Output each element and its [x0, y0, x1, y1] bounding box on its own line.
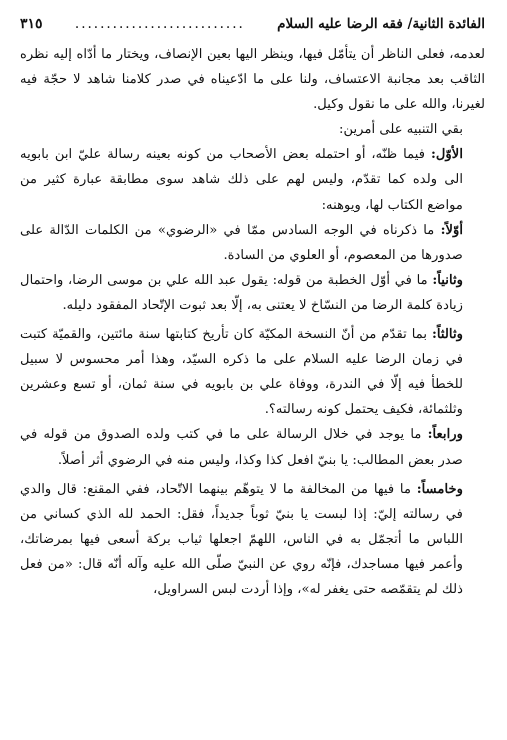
paragraph [20, 268, 485, 318]
paragraph-lead: الأوّل: [430, 147, 463, 163]
paragraph-text: بقي التنبيه على أمرين: [339, 122, 463, 138]
paragraph-text: ما في أوّل الخطبة من قوله: يقول عبد الله علي بن موسى الرضا، واحتمال زيادة كلمة الرضا من النسّاخ لا يعتنى به، إلّا بعد ثبوت الإتّحاد المفقود دليله. [20, 272, 463, 313]
paragraph [20, 477, 485, 602]
body-text [20, 42, 485, 602]
paragraph-text: ما يوجد في خلال الرسالة على ما في كتب ولده الصدوق من قوله في صدر بعض المطالب: يا بنيّ افعل كذا وكذا، وليس منه في الرضوي أثر أصلاً. [20, 427, 463, 468]
paragraph-lead: وخامساً: [416, 481, 463, 497]
paragraph-lead: ورابعاً: [427, 427, 463, 443]
paragraph-text: ما فيها من المخالفة ما لا يتوهّم بينهما الاتّحاد، ففي المقنع: قال والدي في رسالته إليّ: إذا لبست يا بنيّ ثوباً جديداً، فقل: الحمد لله الذي كساني من اللباس ما أتجمّل به في الناس، اللهمّ اجعلها ثياب بركة أسعى فيها بمرضاتك، وأعمر فيها مساجدك، فإنّه روي عن النبيّ صلّى الله عليه وآله أنّه قال: «من فعل ذلك لم يتقمّصه حتى يغفر له»، وإذا أردت لبس السراويل، [20, 481, 463, 597]
leader-dots: ........................... [74, 16, 245, 32]
paragraph-text: بما تقدّم من أنّ النسخة المكيّة كان تأريخ كتابتها سنة مائتين، والقميّة كتبت في زمان الرضا عليه السلام على ما ذكره السيّد، وهذا أمر محسوس لا سبيل للخطأ فيه إلّا في الندرة، ووفاة علي بن بابويه في سنة ثمان، أو تسع وعشرين وثلثمائة، فكيف يحتمل كونه رسالته؟. [20, 327, 463, 418]
paragraph [20, 42, 485, 117]
paragraph [20, 142, 485, 217]
paragraph [20, 322, 485, 422]
paragraph-lead: وثانياً: [432, 272, 463, 288]
page-number: ٣١٥ [20, 16, 43, 32]
paragraph-text: فيما ظنّه، أو احتمله بعض الأصحاب من كونه بعينه رسالة عليّ ابن بابويه الى ولده كما تقدّم، وليس لهم على ذلك شاهد سوى مطابقة عبارة كثير من مواضع الكتاب لها، ويوهنه: [20, 147, 463, 213]
chapter-title: الفائدة الثانية/ فقه الرضا عليه السلام [277, 16, 485, 32]
paragraph [20, 422, 485, 472]
running-header [20, 14, 485, 36]
paragraph [20, 117, 485, 142]
paragraph-text: لعدمه، فعلى الناظر أن يتأمّل فيها، وينظر اليها بعين الإنصاف، ويختار ما أدّاه إليه نظره الثاقب بعد مجانبة الاعتساف، ولنا على ما ادّعيناه في صدر كلامنا شاهد لا حجّة فيه لغيرنا، والله على ما نقول وكيل. [20, 47, 485, 113]
paragraph-lead: أوّلاً: [440, 222, 463, 238]
paragraph-lead: وثالثاً: [432, 327, 463, 343]
paragraph-text: ما ذكرناه في الوجه السادس ممّا في «الرضوي» من الكلمات الدّالة على صدورها من المعصوم، أو العلوي من السادة. [20, 222, 463, 263]
paragraph [20, 218, 485, 268]
